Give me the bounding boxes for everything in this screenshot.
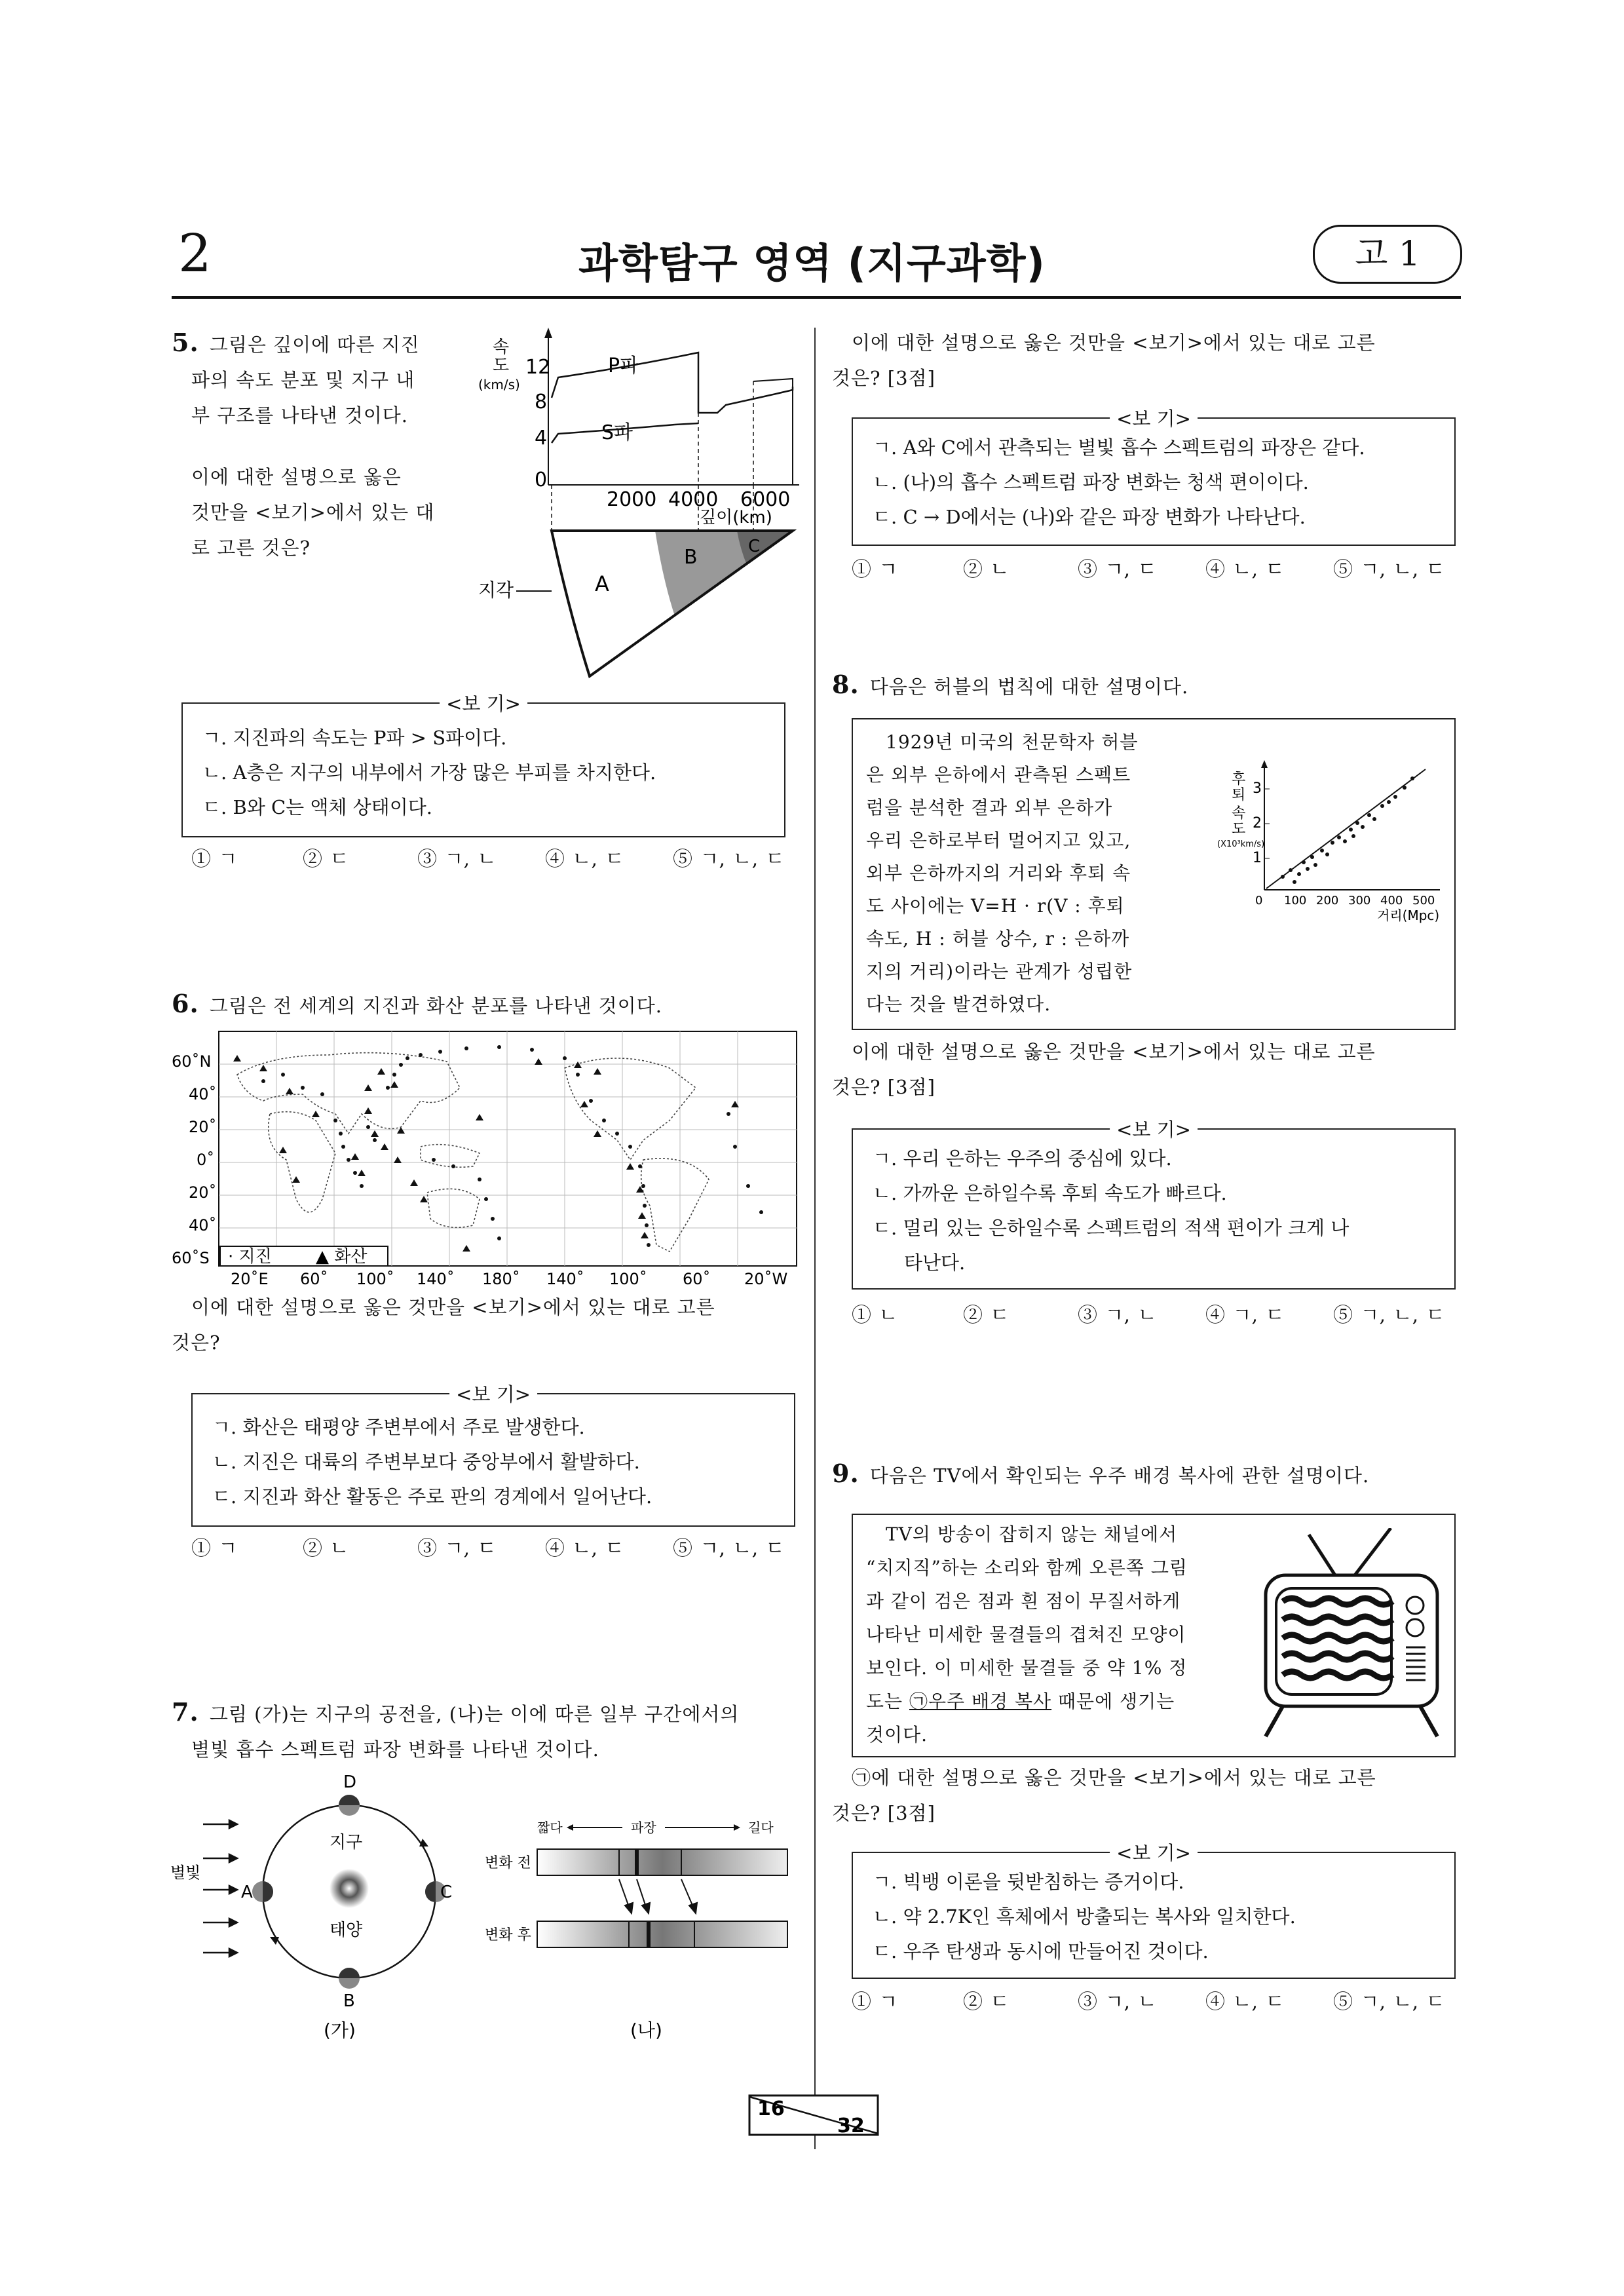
hubble-ylabel: 퇴 [1232,787,1246,803]
q9-bogi-item: ㄴ. 약 2.7K인 흑체에서 방출되는 복사와 일치한다. [873,1905,1296,1928]
q7-choice-5[interactable]: ⑤ ㄱ, ㄴ, ㄷ [1333,558,1445,581]
map-lon-label: 60˚ [300,1270,328,1288]
map-lon-label: 60˚ [683,1270,711,1288]
hubble-yunit: (X10³km/s) [1217,839,1265,849]
starlight-label-1: 별빛 [170,1864,201,1882]
map-lat-label: 0˚ [197,1151,215,1169]
pos-c-label: C [440,1883,453,1902]
q8-prompt [832,1034,1376,1105]
pos-b-label: B [343,1991,355,2011]
q8-text [832,667,1188,704]
q9-bogi-box [852,1842,1456,1979]
tv-icon [1256,1528,1446,1738]
q8-line: 다음은 허블의 법칙에 대한 설명이다. [869,676,1189,698]
q8-box-line: 지의 거리)이라는 관계가 성립한 [866,961,1133,982]
q9-box-fragment: 도는 [866,1691,909,1712]
q8-info-box [852,718,1456,1030]
q7-choice-3[interactable]: ③ ㄱ, ㄷ [1078,558,1157,581]
q5-bogi-item: ㄱ. 지진파의 속도는 P파 > S파이다. [202,727,507,749]
q9-box-line [866,1685,1246,1718]
header-rule [172,296,1461,299]
q5-ytick: 4 [535,427,548,450]
sun-label: 태양 [330,1921,363,1940]
q5-choice-4[interactable]: ④ ㄴ, ㄷ [545,848,624,871]
q9-box-line: 나타난 미세한 물결들의 겹쳐진 모양이 [866,1624,1186,1645]
hubble-ytick: 2 [1253,815,1262,832]
q9-choices [852,1985,1445,2014]
q9-prompt-line: ㉠에 대한 설명으로 옳은 것만을 <보기>에서 있는 대로 고른 [852,1767,1376,1789]
q7-choice-2[interactable]: ② ㄴ [963,558,1010,581]
q7-choice-4[interactable]: ④ ㄴ, ㄷ [1205,558,1285,581]
q6-choices [191,1532,785,1561]
q9-choice-2[interactable]: ② ㄷ [963,1991,1010,2014]
q5-ytick: 8 [535,391,548,413]
q8-box-line: 은 외부 은하에서 관측된 스펙트 [866,764,1131,786]
map-lon-label: 20˚E [231,1270,269,1288]
q6-choice-4[interactable]: ④ ㄴ, ㄷ [545,1537,624,1560]
q7-prompt [832,325,1376,396]
hubble-xtick: 400 [1380,894,1403,908]
q5-bogi-item: ㄴ. A층은 지구의 내부에서 가장 많은 부피를 차지한다. [202,761,656,784]
q9-choice-3[interactable]: ③ ㄱ, ㄴ [1078,1991,1157,2014]
q9-prompt-line: 것은? [3점] [832,1802,935,1824]
q9-choice-4[interactable]: ④ ㄴ, ㄷ [1205,1991,1285,2014]
q7-text [172,1694,739,1767]
map-lat-label: 60˚S [172,1249,210,1267]
q8-choices [852,1299,1445,1328]
q8-bogi-item: ㄷ. 멀리 있는 은하일수록 스펙트럼의 적색 편이가 크게 나 [873,1217,1350,1239]
q5-choice-2[interactable]: ② ㄷ [303,848,349,871]
hubble-xlabel: 거리(Mpc) [1377,908,1440,923]
q8-prompt-line: 것은? [3점] [832,1076,935,1098]
q9-line: 다음은 TV에서 확인되는 우주 배경 복사에 관한 설명이다. [869,1464,1370,1487]
q5-line: 이에 대한 설명으로 옳은 [191,466,402,488]
q6-line: 그림은 전 세계의 지진과 화산 분포를 나타낸 것이다. [209,995,662,1017]
q5-choice-3[interactable]: ③ ㄱ, ㄴ [417,848,497,871]
q5-line: 파의 속도 분포 및 지구 내 [191,369,415,391]
q9-bogi-title: <보 기> [1110,1839,1198,1866]
total-pages: 32 [837,2114,865,2136]
q7-prompt-line: 이에 대한 설명으로 옳은 것만을 <보기>에서 있는 대로 고른 [852,332,1376,354]
wavelength-label: 파장 [631,1820,656,1835]
s-wave-label: S파 [601,421,633,444]
cmb-term: ㉠우주 배경 복사 [909,1691,1052,1712]
q7-figure-b [485,1815,812,2044]
layer-a-label: A [595,571,609,596]
fig-b-caption: (나) [630,2019,662,2041]
q8-box-line: 속도, H : 허블 상수, r : 은하까 [866,928,1130,949]
q7-choice-1[interactable]: ① ㄱ [852,558,898,581]
map-lat-label: 20˚ [189,1183,217,1202]
map-lon-label: 100˚ [356,1270,394,1288]
q7-figure-a [164,1769,491,2044]
q6-choice-3[interactable]: ③ ㄱ, ㄷ [417,1537,497,1560]
page-counter [748,2094,879,2136]
q5-xlabel: 깊이(km) [700,508,772,527]
map-lon-label: 180˚ [482,1270,520,1288]
map-lat-label: 60˚N [172,1052,212,1071]
q5-line: 것만을 <보기>에서 있는 대 [191,501,435,524]
q6-choice-2[interactable]: ② ㄴ [303,1537,349,1560]
grade-badge [1313,225,1462,284]
q7-bogi-item: ㄱ. A와 C에서 관측되는 별빛 흡수 스펙트럼의 파장은 같다. [873,436,1365,459]
grade-label: 고 1 [1355,235,1420,274]
q5-text [172,325,473,565]
map-lon-label: 140˚ [546,1270,584,1288]
q8-choice-3[interactable]: ③ ㄱ, ㄴ [1078,1304,1157,1327]
q7-number: 7. [172,1697,199,1727]
hubble-xtick: 500 [1412,894,1435,908]
q8-choice-5[interactable]: ⑤ ㄱ, ㄴ, ㄷ [1333,1304,1445,1327]
q5-ytick: 12 [525,356,551,379]
q8-box-line: 1929년 미국의 천문학자 허블 [886,731,1139,753]
q8-bogi-box [852,1119,1456,1290]
q8-box-line: 외부 은하까지의 거리와 후퇴 속 [866,862,1131,884]
q5-bogi-item: ㄷ. B와 C는 액체 상태이다. [202,796,432,818]
q9-box-line: 것이다. [866,1724,928,1746]
q5-xtick: 6000 [740,488,791,511]
q8-bogi-item: ㄴ. 가까운 은하일수록 후퇴 속도가 빠르다. [873,1182,1227,1204]
q6-bogi-item: ㄴ. 지진은 대륙의 주변부보다 중앙부에서 활발하다. [212,1451,640,1473]
short-label: 짧다 [537,1820,563,1835]
q8-bogi-item: ㄱ. 우리 은하는 우주의 중심에 있다. [873,1147,1172,1170]
q9-box-line: 보인다. 이 미세한 물결들 중 약 1% 정 [866,1657,1188,1679]
hubble-ylabel: 후 [1232,771,1246,788]
q6-prompt [172,1290,715,1360]
q9-bogi-item: ㄱ. 빅뱅 이론을 뒷받침하는 증거이다. [873,1871,1184,1893]
q9-choice-1[interactable]: ① ㄱ [852,1991,898,2014]
q5-line: 부 구조를 나타낸 것이다. [191,404,409,427]
hubble-ylabel: 속 [1232,805,1246,822]
q8-bogi-title: <보 기> [1110,1115,1198,1142]
q9-box-fragment: 때문에 생기는 [1051,1691,1175,1712]
legend-earthquake: · 지진 [228,1247,272,1267]
before-label: 변화 전 [485,1855,531,1871]
q5-yunit: (km/s) [478,377,520,392]
q8-box-line: 우리 은하로부터 멀어지고 있고, [866,830,1131,851]
p-wave-label: P파 [608,354,639,377]
legend-volcano: ▲ 화산 [316,1247,368,1267]
q8-box-line: 다는 것을 발견하였다. [866,993,1051,1015]
pos-a-label: A [241,1883,253,1902]
world-map [172,1029,801,1291]
q6-prompt-line: 이에 대한 설명으로 옳은 것만을 <보기>에서 있는 대로 고른 [191,1296,715,1318]
map-lat-label: 20˚ [189,1118,217,1136]
map-lat-label: 40˚ [189,1085,217,1103]
q8-prompt-line: 이에 대한 설명으로 옳은 것만을 <보기>에서 있는 대로 고른 [852,1041,1376,1063]
q9-info-box [852,1514,1456,1757]
q5-choices [191,843,785,871]
q9-number: 9. [832,1459,859,1488]
q9-bogi-item: ㄷ. 우주 탄생과 동시에 만들어진 것이다. [873,1940,1209,1962]
crust-label: 지각 [478,579,514,601]
q9-box-line: “치지직”하는 소리와 함께 오른쪽 그림 [866,1557,1188,1578]
q5-xtick: 4000 [668,488,719,511]
q8-choice-1[interactable]: ① ㄴ [852,1304,898,1327]
q6-prompt-line: 것은? [172,1331,221,1354]
hubble-ytick: 1 [1253,850,1262,866]
q6-choice-5[interactable]: ⑤ ㄱ, ㄴ, ㄷ [673,1537,785,1560]
map-lon-label: 20˚W [744,1270,788,1288]
q7-bogi-title: <보 기> [1110,404,1198,431]
q9-box-line: 과 같이 검은 점과 흰 점이 무질서하게 [866,1590,1181,1612]
q6-bogi-title: <보 기> [449,1380,537,1407]
map-lat-label: 40˚ [189,1216,217,1234]
q8-box-line: 도 사이에는 V=H · r(V : 후퇴 [866,895,1125,917]
q5-line: 그림은 깊이에 따른 지진 [209,334,420,356]
current-page: 16 [757,2097,785,2120]
q8-bogi-item: 타난다. [904,1252,966,1274]
q6-bogi-box [191,1383,795,1527]
q9-text [832,1456,1369,1493]
q8-choice-2[interactable]: ② ㄷ [963,1304,1010,1327]
q8-choice-4[interactable]: ④ ㄱ, ㄷ [1205,1304,1285,1327]
q5-ylabel-2: 도 [493,356,510,375]
q7-bogi-item: ㄴ. (나)의 흡수 스펙트럼 파장 변화는 청색 편이이다. [873,471,1309,493]
q7-prompt-line: 것은? [3점] [832,367,935,389]
q6-bogi-item: ㄱ. 화산은 태평양 주변부에서 주로 발생한다. [212,1416,585,1438]
q6-text [172,986,662,1024]
q6-number: 6. [172,989,199,1018]
q7-bogi-item: ㄷ. C → D에서는 (나)와 같은 파장 변화가 나타난다. [873,506,1306,528]
q5-bogi-box [181,693,785,837]
q5-line: 로 고른 것은? [191,537,311,559]
q5-ylabel-1: 속 [493,337,510,357]
map-lon-label: 140˚ [417,1270,455,1288]
q5-xtick: 2000 [607,488,657,511]
q5-choice-1[interactable]: ① ㄱ [191,848,238,871]
hubble-xtick: 100 [1284,894,1307,908]
q9-choice-5[interactable]: ⑤ ㄱ, ㄴ, ㄷ [1333,1991,1445,2014]
q6-bogi-item: ㄷ. 지진과 화산 활동은 주로 판의 경계에서 일어난다. [212,1485,652,1508]
q9-prompt [832,1760,1376,1831]
hubble-ylabel: 도 [1232,821,1246,837]
q8-box-line: 럼을 분석한 결과 외부 은하가 [866,797,1113,818]
fig-a-caption: (가) [324,2019,356,2041]
pos-d-label: D [343,1772,357,1792]
q5-bogi-title: <보 기> [440,689,527,716]
q5-choice-5[interactable]: ⑤ ㄱ, ㄴ, ㄷ [673,848,785,871]
q5-number: 5. [172,328,199,357]
q6-choice-1[interactable]: ① ㄱ [191,1537,238,1560]
hubble-graph [1217,759,1446,942]
hubble-xtick: 0 [1255,894,1263,908]
page-title: 과학탐구 영역 (지구과학) [578,239,1046,287]
q7-choices [852,553,1445,582]
long-label: 길다 [748,1820,774,1835]
q5-velocity-graph [478,321,819,688]
q8-number: 8. [832,670,859,699]
map-lon-label: 100˚ [609,1270,647,1288]
after-label: 변화 후 [485,1927,531,1943]
q7-bogi-box [852,408,1456,546]
hubble-xtick: 300 [1348,894,1371,908]
q9-box-line: TV의 방송이 잡히지 않는 채널에서 [886,1523,1178,1545]
hubble-xtick: 200 [1316,894,1339,908]
layer-b-label: B [684,546,698,569]
layer-c-label: C [748,537,761,556]
hubble-ytick: 3 [1253,780,1262,797]
page-number: 2 [178,223,212,284]
q7-line: 그림 (가)는 지구의 공전을, (나)는 이에 따른 일부 구간에서의 [209,1703,740,1725]
q5-ytick: 0 [535,469,548,491]
q7-line: 별빛 흡수 스펙트럼 파장 변화를 나타낸 것이다. [191,1738,599,1761]
earth-label: 지구 [330,1833,363,1852]
